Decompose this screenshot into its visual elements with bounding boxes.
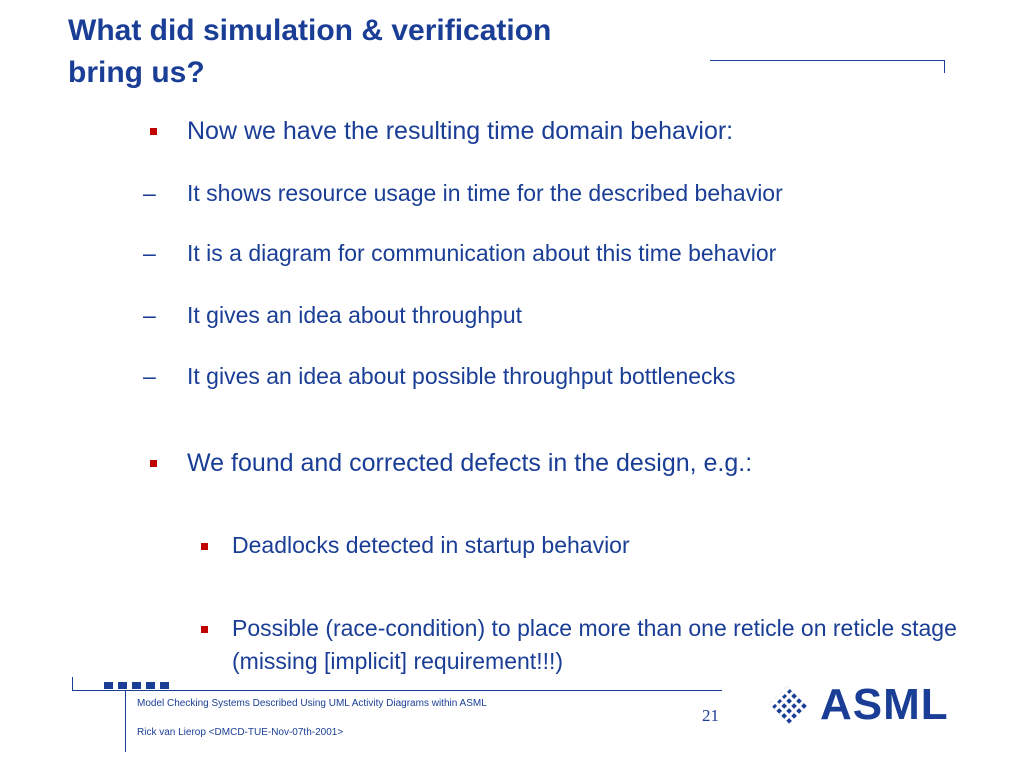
slide-title <box>68 10 551 94</box>
footer-rule <box>72 690 722 691</box>
bullet-text: It is a diagram for communication about this time behavior <box>187 240 777 266</box>
slide-title-line2: bring us? <box>68 56 205 89</box>
red-square-bullet-icon <box>201 626 208 633</box>
red-square-bullet-icon <box>150 128 157 135</box>
asml-logo-icon <box>763 682 811 730</box>
dash-marker: – <box>143 302 156 328</box>
asml-logo-text: ASML <box>820 680 949 729</box>
slide-title-line1: What did simulation & verification <box>68 14 552 47</box>
page-number: 21 <box>702 706 719 725</box>
bullet-item <box>187 448 752 478</box>
bullet-item <box>143 301 523 329</box>
bullet-item <box>143 362 736 390</box>
dash-marker: – <box>143 363 156 389</box>
red-square-bullet-icon <box>201 543 208 550</box>
bullet-text: Deadlocks detected in startup behavior <box>232 532 630 558</box>
dash-marker: – <box>143 240 156 266</box>
footer-presentation-title: Model Checking Systems Described Using UML Activity Diagrams within ASML <box>137 698 487 709</box>
bullet-item <box>187 116 733 146</box>
footer-author: Rick van Lierop <DMCD-TUE-Nov-07th-2001> <box>137 727 344 738</box>
bullet-text: It gives an idea about possible throughput bottlenecks <box>187 363 736 389</box>
footer-left-tick <box>72 677 73 690</box>
bullet-item <box>143 239 777 267</box>
bullet-item <box>232 529 1012 562</box>
footer-divider <box>125 690 126 752</box>
bullet-item <box>232 612 1012 678</box>
bullet-text: We found and corrected defects in the design, e.g.: <box>187 449 753 477</box>
title-rule-tick <box>944 60 945 73</box>
title-rule <box>710 60 945 61</box>
bullet-text: It shows resource usage in time for the described behavior <box>187 180 783 206</box>
bullet-text: It gives an idea about throughput <box>187 302 523 328</box>
red-square-bullet-icon <box>150 460 157 467</box>
bullet-item <box>143 179 783 207</box>
bullet-text: Possible (race-condition) to place more than one reticle on reticle stage (missing [implicit] requirement!!!) <box>232 615 957 674</box>
bullet-text: Now we have the resulting time domain behavior: <box>187 117 734 145</box>
dash-marker: – <box>143 180 156 206</box>
